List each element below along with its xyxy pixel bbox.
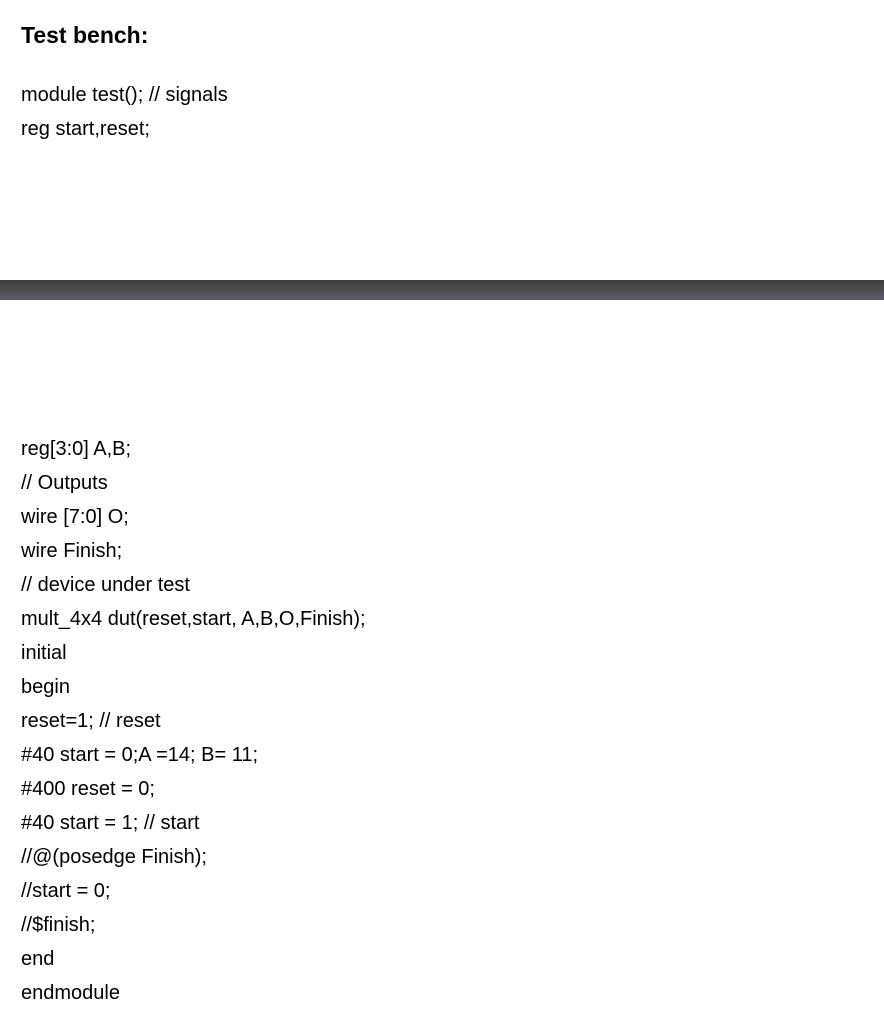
code-block-top <box>21 78 228 146</box>
code-line: endmodule <box>21 982 120 1004</box>
code-line: #400 reset = 0; <box>21 778 155 800</box>
code-line: //$finish; <box>21 914 96 936</box>
code-line: wire [7:0] O; <box>21 506 129 528</box>
code-line: begin <box>21 676 70 698</box>
code-line: // Outputs <box>21 472 108 494</box>
code-block-bottom <box>21 432 366 1010</box>
section-heading: Test bench: <box>21 22 149 48</box>
page-break-divider <box>0 280 884 300</box>
code-line: module test(); // signals <box>21 84 228 106</box>
code-line: wire Finish; <box>21 540 123 562</box>
code-line: end <box>21 948 55 970</box>
code-line: #40 start = 1; // start <box>21 812 200 834</box>
code-line: //start = 0; <box>21 880 111 902</box>
code-line: mult_4x4 dut(reset,start, A,B,O,Finish); <box>21 608 366 630</box>
code-line: //@(posedge Finish); <box>21 846 207 868</box>
code-line: reset=1; // reset <box>21 710 161 732</box>
code-line: reg start,reset; <box>21 118 150 140</box>
code-line: // device under test <box>21 574 190 596</box>
code-line: #40 start = 0;A =14; B= 11; <box>21 744 259 766</box>
code-line: reg[3:0] A,B; <box>21 438 132 460</box>
code-line: initial <box>21 642 67 664</box>
page-top <box>0 0 884 280</box>
